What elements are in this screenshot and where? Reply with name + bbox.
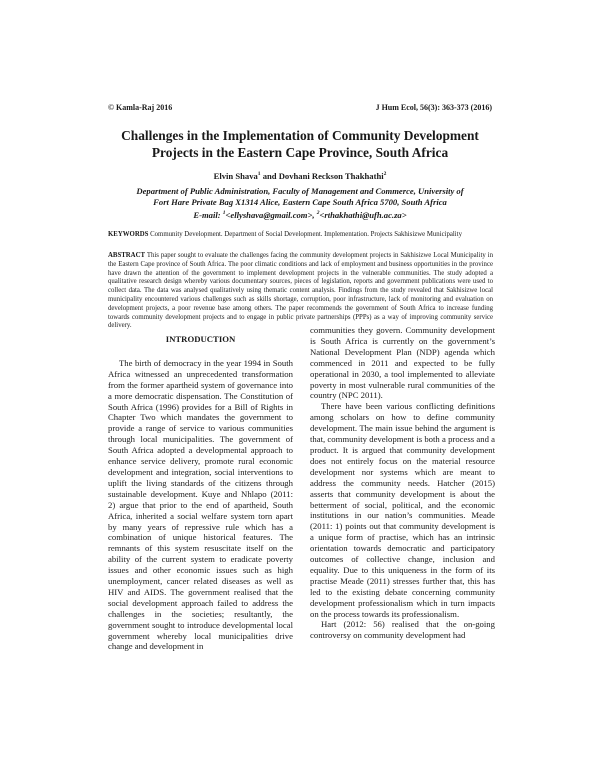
abstract-block (108, 252, 493, 331)
right-column (310, 325, 495, 641)
author-name: Elvin Shava (213, 170, 258, 181)
email-mark: 2 (316, 210, 320, 216)
email-mark: 1 (222, 210, 226, 216)
paper-title: Challenges in the Implementation of Community Development Projects in the Eastern Cape Province, South Africa (121, 128, 479, 160)
body-paragraph: Hart (2012: 56) realised that the on-going controversy on community development had (310, 619, 495, 641)
keywords-block (108, 231, 493, 240)
body-paragraph: The birth of democracy in the year 1994 in South Africa witnessed an unprecedented transformation from the former apartheid system of governance into a more democratic dispensation. The Constitution of South Africa (1996) provides for a Bill of Rights in Chapter Two which mandates the government to provide a range of service to various communities through local municipalities. The government of South Africa adopted a developmental approach to enhance service delivery, promote rural economic development and integration, social interventions to uplift the living standards of the citizens through sustainable development. Kuye and Nhlapo (2011: 2) argue that prior to the end of apartheid, South Africa, inherited a social welfare system torn apart by many years of repressive rule which has a combination of unique historical features. The remnants of this system resuscitate itself on the ability of the current system to eradicate poverty issues and other economic issues such as high unemployment, cancer related diseases as well as HIV and AIDS. The government realised that the social development approach failed to address the challenges in the societies; resultantly, the government sought to introduce developmental local government whereby local municipalities drive change and development in (108, 357, 293, 652)
author-affiliation-mark: 2 (383, 171, 387, 177)
body-paragraph: There have been various conflicting definitions among scholars on how to define community development. The main issue behind the argument is that, community development is both a process and a product. It is argued that community development does not entirely focus on the material resource development nor systems which are meant to address the community needs. Hatcher (2015) asserts that community development is about the betterment of social, political, and the economic institutions in our nation’s communities. Meade (2011: 1) points out that community development is a unique form of practise, which has an intrinsic orientation towards democratic and participatory outcomes of collective change, inclusion and equality. Due to this uniqueness in the form of its practise Meade (2011) stresses further that, this has led to the existing debate concerning community development professionalism which in turn impacts on the process towards its professionalism. (310, 401, 495, 619)
author-affiliation-mark: 1 (257, 171, 261, 177)
keywords-label: KEYWORDS (108, 231, 149, 238)
copyright-notice: © Kamla-Raj 2016 (108, 103, 173, 112)
email-separator: , (312, 209, 317, 220)
author-line (100, 169, 500, 182)
email-line (120, 208, 480, 221)
author-name: Dovhani Reckson Thakhathi (278, 170, 384, 181)
section-heading: INTRODUCTION (165, 334, 236, 344)
body-paragraph: communities they govern. Community development is South Africa is currently on the government’s National Development Plan (NDP) agenda which commenced in 2011 and expected to be fully operational in 2030, a tool implemented to alleviate poverty in most vulnerable rural communities of the country (NPC 2011). (310, 325, 495, 401)
affiliation-line: Fort Hare Private Bag X1314 Alice, Eastern Cape South Africa 5700, South Africa (153, 197, 447, 207)
email-label: E-mail: (193, 209, 223, 220)
abstract-label: ABSTRACT (108, 252, 146, 259)
keywords-text: Community Development. Department of Social Development. Implementation. Projects Sakhisizwe Municipality (150, 231, 462, 238)
journal-citation: J Hum Ecol, 56(3): 363-373 (2016) (375, 103, 492, 112)
email-address[interactable]: <rthakhathi@ufh.ac.za> (319, 209, 407, 220)
left-column (108, 325, 293, 652)
author-joiner: and (260, 170, 279, 181)
email-address[interactable]: <ellyshava@gmail.com> (225, 209, 313, 220)
abstract-text: This paper sought to evaluate the challenges facing the community development projects in Sakhisizwe Local Municipality in the Eastern Cape province of South Africa. The poor climatic conditions and lack of employment and business opportunities in the province have drawn the attention of the government to implement development projects in the vulnerable communities. The study adopted a qualitative research design whereby various documentary sources, pieces of legislation, reports and government publications were used to collect data. The data was analysed qualitatively using thematic content analysis. Findings from the study revealed that Sakhisizwe local municipality encountered various challenges such as skills shortage, corruption, poor infrastructure, lack of monitoring and evaluation on development projects, a poor revenue base among others. The paper recommends the government of South Africa to increase funding towards community development projects and to engage in public private partnerships (PPPs) as a way of improving community service delivery. (108, 252, 493, 330)
affiliation-line: Department of Public Administration, Faculty of Management and Commerce, University of (136, 186, 464, 196)
affiliation-block (120, 186, 480, 221)
